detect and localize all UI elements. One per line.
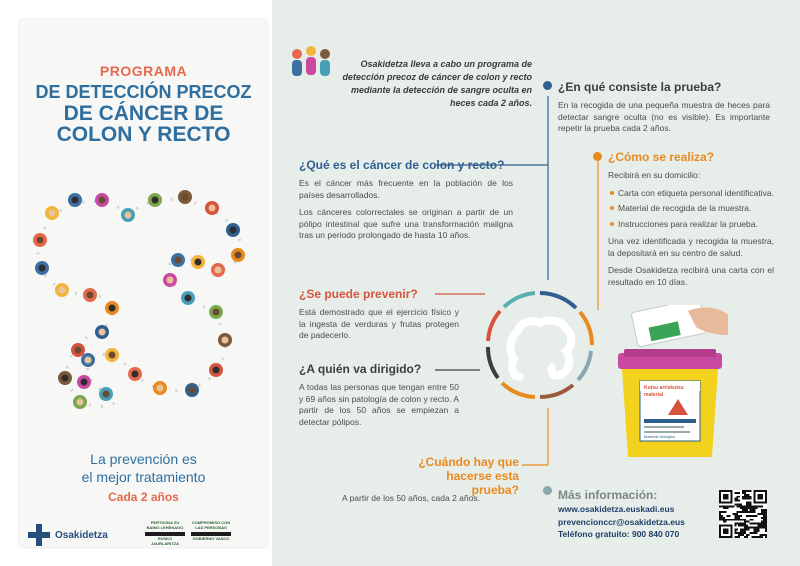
cover-slogan	[20, 450, 267, 486]
how-paragraph-2: Una vez identificada y recogida la muestra, la depositará en su centro de salud.	[608, 236, 774, 258]
box-label-line1: Kutsu arriskutsu	[644, 385, 684, 391]
people-chain-illustration	[20, 180, 267, 420]
intestine-diagram	[480, 285, 600, 405]
gov-badge-right-text: COMPROMISO CON LAS PERSONAS	[191, 520, 231, 530]
test-heading: ¿En qué consiste la prueba?	[558, 80, 722, 94]
person-head	[39, 265, 46, 272]
box-label-line2: material	[644, 392, 664, 398]
when-text: A partir de los 50 años, cada 2 años.	[342, 493, 480, 503]
phone-number: Teléfono gratuito: 900 840 070	[558, 529, 680, 539]
person-head	[81, 379, 88, 386]
person-head	[195, 259, 202, 266]
person-head	[215, 267, 222, 274]
gov-badge-right	[191, 520, 231, 541]
how-list-item: Instrucciones para realizar la prueba.	[608, 219, 774, 231]
website-link[interactable]: www.osakidetza.euskadi.eus	[558, 504, 675, 514]
how-paragraph-3: Desde Osakidetza recibirá una carta con el resultado en 10 días.	[608, 265, 774, 287]
person-head	[77, 399, 84, 406]
government-logos	[145, 520, 231, 546]
who-heading: ¿A quién va dirigido?	[299, 362, 422, 376]
how-list	[608, 188, 774, 231]
osakidetza-wordmark: Osakidetza	[55, 529, 108, 541]
what-text	[299, 178, 513, 248]
how-list-item: Material de recogida de la muestra.	[608, 203, 774, 215]
person-head	[213, 309, 220, 316]
gov-badge-left	[145, 520, 185, 546]
person-head	[99, 329, 106, 336]
person-head	[62, 375, 69, 382]
cover-slogan-line2: el mejor tratamiento	[81, 469, 206, 485]
cover-title-line2: DE CÁNCER DE	[63, 102, 224, 125]
how-list-item: Carta con etiqueta personal identificativa.	[608, 188, 774, 200]
person-head	[235, 252, 242, 259]
how-text	[608, 170, 774, 294]
cover-title-line1: DE DETECCIÓN PRECOZ	[35, 82, 252, 102]
prevent-heading: ¿Se puede prevenir?	[299, 287, 418, 301]
person-head	[230, 227, 237, 234]
when-heading-line2: hacerse esta prueba?	[446, 469, 519, 497]
when-heading-line1: ¿Cuándo hay que	[418, 455, 519, 469]
person-head	[72, 197, 79, 204]
person-head	[213, 367, 220, 374]
email-link[interactable]: prevencionccr@osakidetza.eus	[558, 516, 685, 527]
test-connector-dot	[543, 81, 552, 90]
person-head	[75, 347, 82, 354]
cover-eyebrow: PROGRAMA	[99, 63, 188, 79]
when-heading	[405, 455, 519, 497]
more-info-connector-dot	[543, 486, 552, 495]
person-head	[152, 197, 159, 204]
person-head	[59, 287, 66, 294]
people-group-icon	[287, 44, 335, 82]
person-head	[37, 237, 44, 244]
person-head	[109, 352, 116, 359]
what-paragraph-2: Los cánceres colorrectales se originan a partir de un pólipo intestinal que sufre una transformación maligna tras un periodo prolongado de hasta 10 años.	[299, 207, 513, 240]
more-info-heading: Más información:	[558, 488, 658, 502]
person-head	[125, 212, 132, 219]
what-paragraph-1: Es el cáncer más frecuente en la población de los países desarrollados.	[299, 178, 513, 200]
who-text	[299, 382, 459, 434]
prevent-text	[299, 307, 459, 348]
cover-title-line3: COLON Y RECTO	[56, 123, 231, 146]
prevent-paragraph: Está demostrado que el ejercicio físico y la ingesta de verduras y frutas protegen de padecerlo.	[299, 307, 459, 340]
person-head	[49, 210, 56, 217]
gov-badge-left-sub: EUSKO JAURLARITZA	[151, 536, 179, 546]
cover-panel	[20, 20, 267, 547]
person-head	[222, 337, 229, 344]
person-head	[99, 197, 106, 204]
cover-slogan-line1: La prevención es	[90, 451, 197, 467]
osakidetza-cross-icon	[28, 524, 50, 546]
how-heading: ¿Cómo se realiza?	[608, 150, 715, 164]
person-head	[167, 277, 174, 284]
person-head	[209, 205, 216, 212]
what-heading: ¿Qué es el cáncer de colon y recto?	[299, 158, 505, 172]
who-paragraph: A todas las personas que tengan entre 50 y 69 años sin patología de colon y recto. A partir de los 50 años se empiezan a detectar pólipos.	[299, 382, 459, 427]
person-head	[185, 295, 192, 302]
gov-badge-right-sub: GOBIERNO VASCO	[192, 536, 230, 541]
test-text: En la recogida de una pequeña muestra de heces para detectar sangre oculta (no es visible). Es importante repetir la prueba cada 2 años.	[558, 100, 770, 133]
cover-frequency: Cada 2 años	[108, 490, 179, 504]
person-head	[182, 194, 189, 201]
person-head	[157, 385, 164, 392]
how-connector-dot	[593, 152, 602, 161]
person-head	[87, 292, 94, 299]
cover-title	[20, 82, 267, 145]
person-head	[85, 357, 92, 364]
sample-container-illustration	[610, 305, 730, 465]
qr-code	[719, 490, 767, 538]
person-head	[132, 371, 139, 378]
osakidetza-logo	[28, 524, 108, 546]
person-head	[109, 305, 116, 312]
box-warning: Material biológico	[644, 434, 676, 439]
person-head	[189, 387, 196, 394]
how-lead: Recibirá en su domicilio:	[608, 170, 701, 180]
gov-badge-left-text: PERTSONA ZU BAINO LEHENAGO	[146, 520, 184, 530]
person-head	[175, 257, 182, 264]
contact-block	[558, 503, 685, 541]
intro-text: Osakidetza lleva a cabo un programa de detección precoz de cáncer de colon y recto mediante la detección de sangre oculta en heces cada 2 años.	[342, 59, 532, 108]
person-head	[103, 391, 110, 398]
